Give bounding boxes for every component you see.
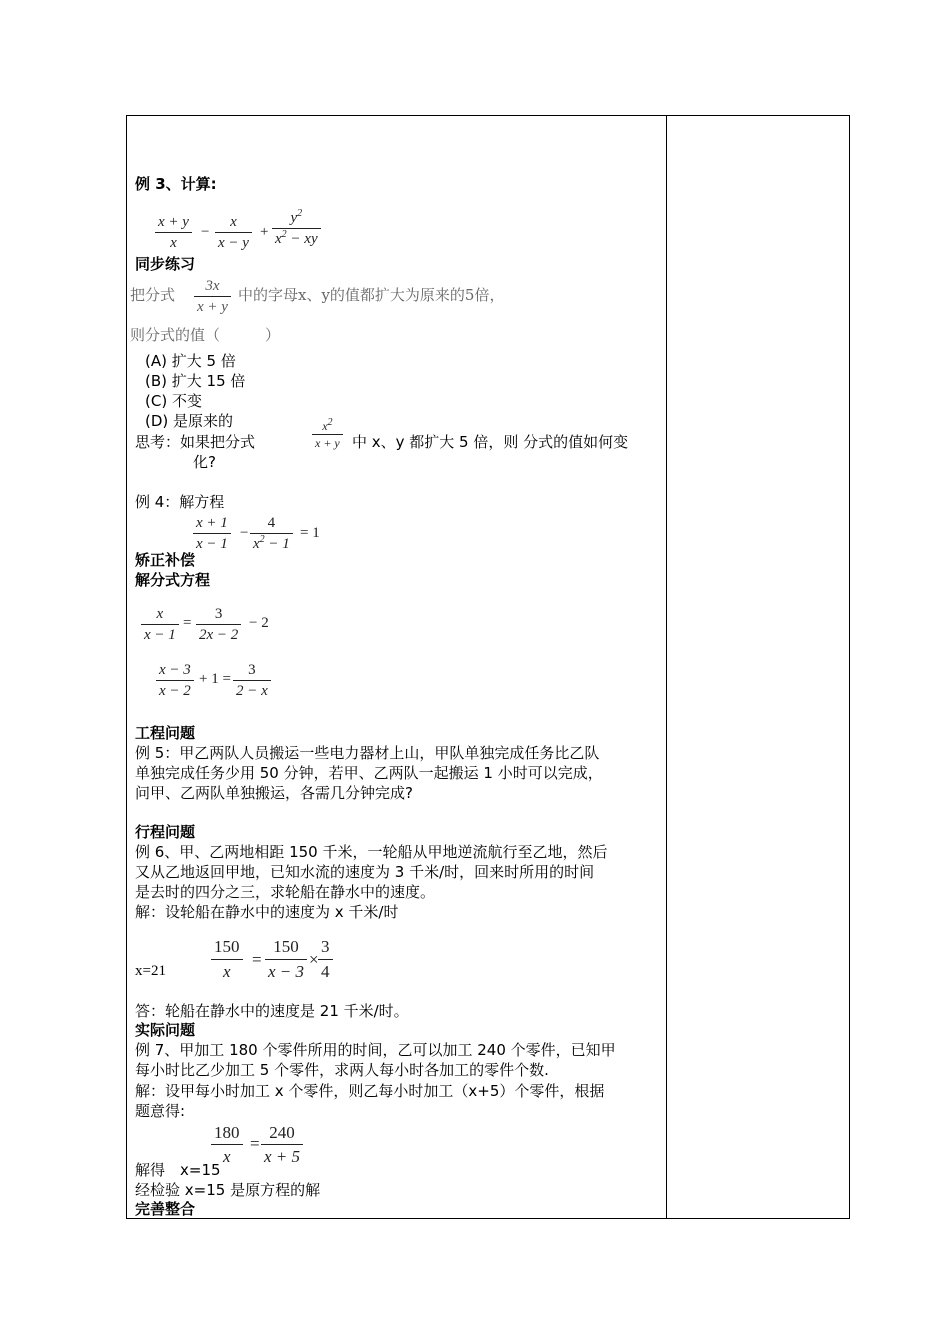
example-7-line2: 每小时比乙少加工 5 个零件，求两人每小时各加工的零件个数. — [135, 1061, 549, 1079]
example-7-line1: 例 7、甲加工 180 个零件所用的时间，乙可以加工 240 个零件，已知甲 — [135, 1041, 616, 1059]
sync-practice-heading: 同步练习 — [135, 255, 196, 273]
example-5-line2: 单独完成任务少用 50 分钟，若甲、乙两队一起搬运 1 小时可以完成， — [135, 764, 603, 782]
option-b: (B) 扩大 15 倍 — [145, 372, 246, 390]
think-label: 思考：如果把分式 — [135, 433, 256, 451]
correction-heading: 矫正补偿 — [135, 551, 196, 569]
practical-solve: 解得 x=15 — [135, 1161, 221, 1179]
sync-question-suffix: 中的字母x、y的值都扩大为原来的5倍， — [238, 286, 505, 304]
sync-fraction: $\frac{3x}{x + y}$ — [194, 276, 231, 317]
example-4-title: 例 4：解方程 — [135, 493, 225, 511]
sync-question-prefix: 把分式 — [130, 286, 176, 304]
example-7-solution-cont: 题意得: — [135, 1102, 186, 1120]
practical-check: 经检验 x=15 是原方程的解 — [135, 1181, 321, 1199]
example-6-line3: 是去时的四分之三，求轮船在静水中的速度。 — [135, 883, 436, 901]
engineering-heading: 工程问题 — [135, 724, 196, 742]
sync-question-line2: 则分式的值（ ） — [130, 326, 281, 344]
think-text: 中 x、y 都扩大 5 倍，则 分式的值如何变 — [352, 433, 629, 451]
column-divider — [666, 115, 667, 1219]
fractional-equation-heading: 解分式方程 — [135, 571, 211, 589]
option-d: (D) 是原来的 — [145, 412, 234, 430]
example-6-line1: 例 6、甲、乙两地相距 150 千米，一轮船从甲地逆流航行至乙地，然后 — [135, 843, 608, 861]
example-7-solution: 解：设甲每小时加工 x 个零件，则乙每小时加工（x+5）个零件，根据 — [135, 1082, 605, 1100]
think-fraction: $\frac{x^2}{x + y}$ — [312, 418, 343, 451]
travel-root: x=21 — [135, 963, 166, 979]
option-c: (C) 不变 — [145, 392, 202, 410]
think-text-continued: 化? — [193, 453, 216, 471]
travel-heading: 行程问题 — [135, 823, 196, 841]
example-6-solution: 解：设轮船在静水中的速度为 x 千米/时 — [135, 903, 399, 921]
example-6-line2: 又从乙地返回甲地，已知水流的速度为 3 千米/时，回来时所用的时间 — [135, 863, 595, 881]
practical-heading: 实际问题 — [135, 1021, 196, 1039]
final-heading: 完善整合 — [135, 1200, 196, 1218]
option-a: (A) 扩大 5 倍 — [145, 352, 236, 370]
example-3-title: 例 3、计算: — [135, 175, 217, 193]
example-5-line1: 例 5：甲乙两队人员搬运一些电力器材上山，甲队单独完成任务比乙队 — [135, 744, 600, 762]
travel-answer: 答：轮船在静水中的速度是 21 千米/时。 — [135, 1002, 409, 1020]
example-5-line3: 问甲、乙两队单独搬运，各需几分钟完成? — [135, 784, 413, 802]
